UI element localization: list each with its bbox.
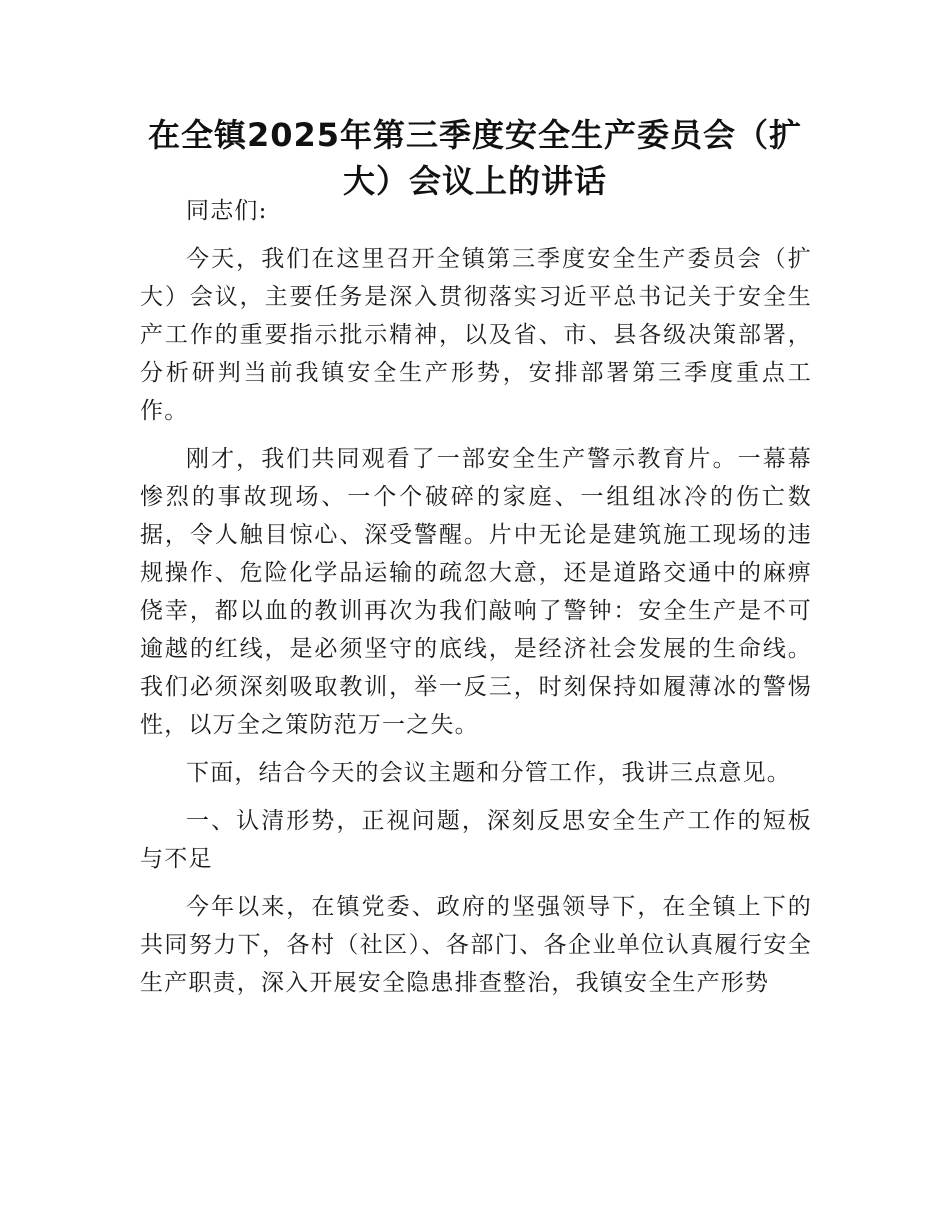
document-body — [140, 192, 812, 1012]
section-heading-one: 一、认清形势，正视问题，深刻反思安全生产工作的短板与不足 — [140, 808, 812, 872]
paragraph-situation: 今年以来，在镇党委、政府的坚强领导下，在全镇上下的共同努力下，各村（社区）、各部门、各企业单位认真履行安全生产职责，深入开展安全隐患排查整治，我镇安全生产形势 — [140, 894, 812, 996]
document-title: 在全镇2025年第三季度安全生产委员会（扩大）会议上的讲话 — [147, 116, 803, 200]
paragraph-salutation: 同志们: — [186, 198, 268, 224]
paragraph-warning-film: 刚才，我们共同观看了一部安全生产警示教育片。一幕幕惨烈的事故现场、一个个破碎的家庭、一组组冰冷的伤亡数据，令人触目惊心、深受警醒。片中无论是建筑施工现场的违规操作、危险化学品运输的疏忽大意，还是道路交通中的麻痹侥幸，都以血的教训再次为我们敲响了警钟：安全生产是不可逾越的红线，是必须坚守的底线，是经济社会发展的生命线。我们必须深刻吸取教训，举一反三，时刻保持如履薄冰的警惕性，以万全之策防范万一之失。 — [140, 446, 812, 738]
paragraph-opening: 今天，我们在这里召开全镇第三季度安全生产委员会（扩大）会议，主要任务是深入贯彻落实习近平总书记关于安全生产工作的重要指示批示精神，以及省、市、县各级决策部署，分析研判当前我镇安全生产形势，安排部署第三季度重点工作。 — [140, 246, 812, 424]
paragraph-three-points: 下面，结合今天的会议主题和分管工作，我讲三点意见。 — [186, 760, 791, 786]
